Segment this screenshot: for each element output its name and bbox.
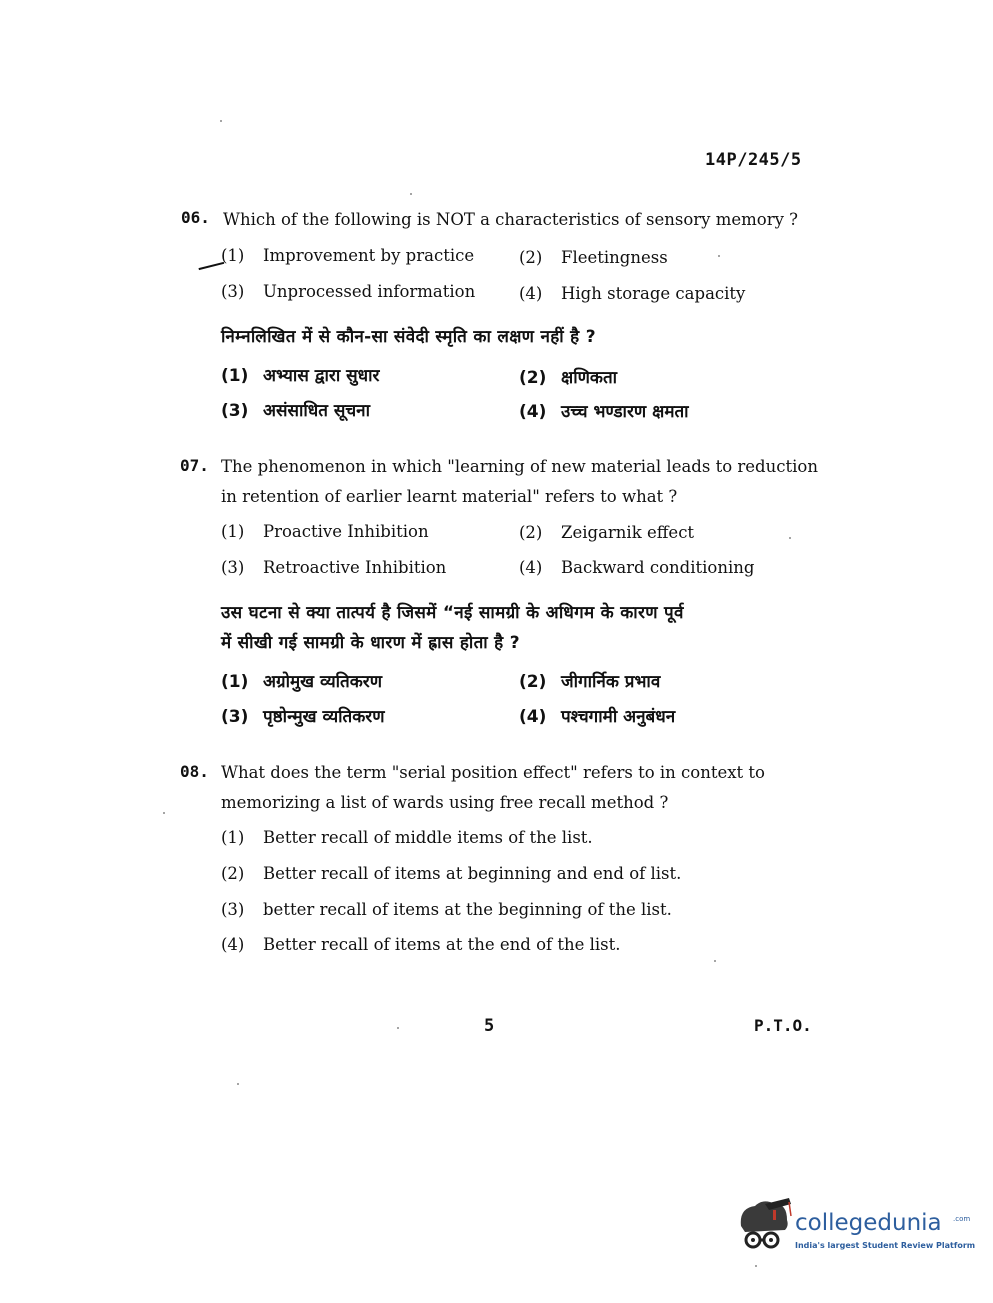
scan-speck — [237, 1083, 239, 1085]
q08-option-4-en: (4) Better recall of items at the end of the list. — [221, 935, 621, 954]
q06-option-3-en: (3) Unprocessed information — [221, 282, 476, 301]
question-07-text-hi-line2: में सीखी गई सामग्री के धारण में ह्रास होता है ? — [221, 633, 520, 653]
question-06-text-hi: निम्नलिखित में से कौन-सा संवेदी स्मृति का लक्षण नहीं है ? — [221, 327, 596, 347]
q06-option-1-hi: (1) अभ्यास द्वारा सुधार — [221, 366, 380, 386]
scan-speck — [397, 1027, 399, 1029]
question-number-07: 07. — [180, 456, 209, 475]
question-number-08: 08. — [180, 762, 209, 781]
q07-option-3-en: (3) Retroactive Inhibition — [221, 558, 447, 577]
q07-option-3-hi: (3) पृष्ठोन्मुख व्यतिकरण — [221, 707, 385, 727]
q07-option-1-hi: (1) अग्रोमुख व्यतिकरण — [221, 672, 383, 692]
question-07-text-en-line2: in retention of earlier learnt material" refers to what ? — [221, 487, 678, 506]
q07-option-2-hi: (2) जीगार्निक प्रभाव — [519, 672, 661, 692]
brand-suffix: .com — [953, 1215, 971, 1223]
scan-speck — [714, 960, 716, 962]
brand-name: collegedunia — [795, 1210, 942, 1236]
scan-speck — [410, 193, 412, 195]
pto-label: P.T.O. — [754, 1016, 812, 1035]
scan-speck — [163, 812, 165, 814]
question-07-text-hi-line1: उस घटना से क्या तात्पर्य है जिसमें “नई सामग्री के अधिगम के कारण पूर्व — [221, 603, 684, 623]
q07-option-1-en: (1) Proactive Inhibition — [221, 522, 429, 541]
question-number-06: 06. — [181, 208, 210, 227]
q08-option-1-en: (1) Better recall of middle items of the list. — [221, 828, 593, 847]
q06-option-4-hi: (4) उच्च भण्डारण क्षमता — [519, 402, 689, 422]
q07-option-2-en: (2) Zeigarnik effect — [519, 523, 695, 542]
brand-tagline: India's largest Student Review Platform — [795, 1241, 976, 1250]
question-08-text-en-line1: What does the term "serial position effect" refers to in context to — [221, 763, 765, 782]
question-08-text-en-line2: memorizing a list of wards using free recall method ? — [221, 793, 669, 812]
scan-speck — [789, 537, 791, 539]
scan-speck — [220, 120, 222, 122]
page-number: 5 — [484, 1016, 495, 1036]
question-06-text-en: Which of the following is NOT a characteristics of sensory memory ? — [223, 210, 799, 229]
q06-option-3-hi: (3) असंसाधित सूचना — [221, 401, 370, 421]
question-07-text-en-line1: The phenomenon in which "learning of new material leads to reduction — [221, 457, 818, 476]
q08-option-3-en: (3) better recall of items at the beginning of the list. — [221, 900, 672, 919]
paper-code: 14P/245/5 — [705, 150, 802, 170]
q06-option-4-en: (4) High storage capacity — [519, 284, 746, 303]
q06-option-2-hi: (2) क्षणिकता — [519, 368, 618, 388]
q06-option-1-en: (1) Improvement by practice — [221, 246, 475, 265]
scan-speck — [718, 255, 720, 257]
q07-option-4-en: (4) Backward conditioning — [519, 558, 755, 577]
collegedunia-watermark — [735, 1192, 976, 1270]
q06-option-2-en: (2) Fleetingness — [519, 248, 668, 267]
mascot-icon — [735, 1196, 793, 1256]
q08-option-2-en: (2) Better recall of items at beginning and end of list. — [221, 864, 682, 883]
q07-option-4-hi: (4) पश्चगामी अनुबंधन — [519, 707, 676, 727]
